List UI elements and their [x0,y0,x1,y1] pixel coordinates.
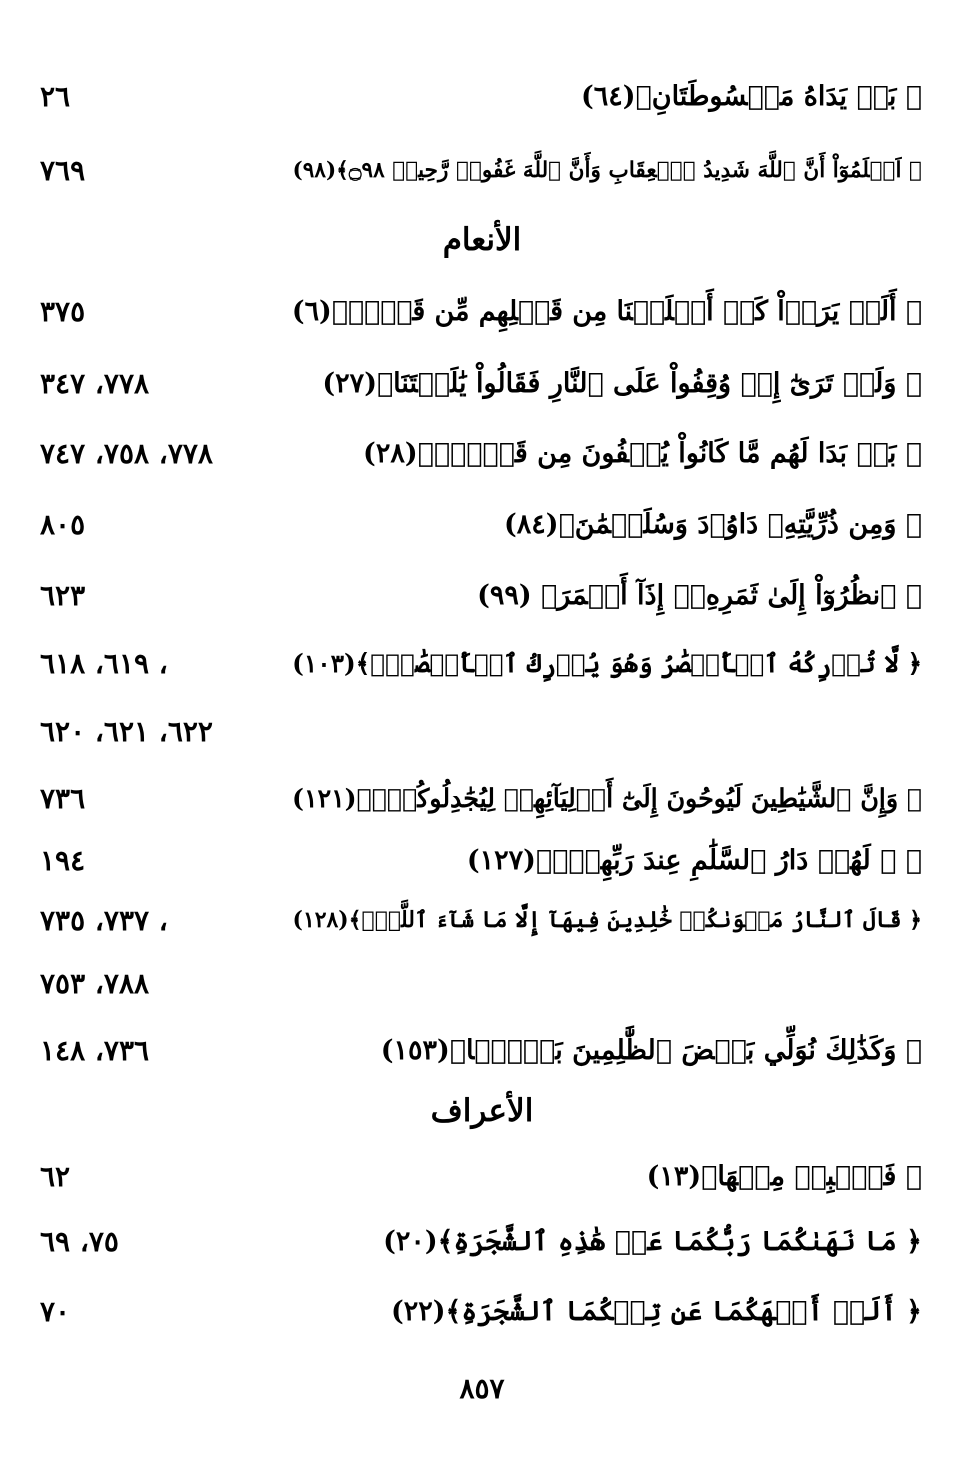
page-references-continuation [40,703,922,759]
verse-text: ﴿ أَلَمۡ يَرَوۡاْ كَمۡ أَهۡلَكۡنَا مِن قَبۡلِهِم مِّن قَرۡنٖ﴾(٦) [291,295,922,327]
page-references: ٧٥، ٦٩ [40,1224,119,1258]
page-references: ١٩٤ [40,843,86,877]
page-references: ٧٠ [40,1294,71,1328]
page-number: ٨٥٧ [459,1372,505,1405]
page-references: ٣٧٥ [40,294,86,328]
verse-text: ﴿ فَٱهۡبِطۡ مِنۡهَا﴾(١٣) [646,1160,922,1192]
verse-text: ﴿ أَلَمۡ أَنۡهَكُمَا عَن تِلۡكُمَا ٱلشَّجَرَةِ﴾(٢٢) [390,1295,922,1327]
page-references: ٧٦٩ [40,153,86,187]
verse-text: ﴿ وَلَوۡ تَرَىٰٓ إِذۡ وُقِفُواْ عَلَى ٱلنَّارِ فَقَالُواْ يَٰلَيۡتَنَا﴾(٢٧) [322,367,922,399]
verse-text: ﴿ وَكَذَٰلِكَ نُوَلِّي بَعۡضَ ٱلظَّٰلِمِينَ بَعۡضَۢا﴾(١٥٣) [380,1034,922,1066]
index-entry [40,892,922,948]
page-references: ٧٧٨، ٣٤٧ [40,366,150,400]
index-entry [40,1022,922,1078]
verse-text: ﴿ ۞ لَهُمۡ دَارُ ٱلسَّلَٰمِ عِندَ رَبِّهِمۡۖ﴾(١٢٧) [466,844,922,876]
page-references: ، ٦١٩، ٦١٨ [40,646,168,680]
page-references: ٧٣٦، ١٤٨ [40,1033,150,1067]
index-entry [40,635,922,691]
surah-heading-anam: الأنعام [442,222,522,258]
index-entry [40,1148,922,1204]
index-entry [40,567,922,623]
page-references: ، ٧٣٧، ٧٣٥ [40,903,168,937]
verse-text: ﴿ قَالَ ٱلنَّارُ مَثۡوَىٰكُمۡ خَٰلِدِينَ فِيهَآ إِلَّا مَا شَآءَ ٱللَّهُۗ﴾(١٢٨) [292,907,922,933]
verse-text: ﴿ لَّا تُدۡرِكُهُ ٱلۡأَبۡصَٰرُ وَهُوَ يُدۡرِكُ ٱلۡأَبۡصَٰرَۖ﴾(١٠٣) [292,648,922,678]
page-references: ٢٦ [40,79,71,113]
index-entry [40,68,922,124]
index-entry [40,832,922,888]
page-references: ٧٧٨، ٧٥٨، ٧٤٧ [40,436,213,470]
page-references: ٧٣٦ [40,781,86,815]
verse-text: ﴿ وَمِن ذُرِّيَّتِهِۦ دَاوُۥدَ وَسُلَيۡمَٰنَ﴾(٨٤) [504,508,922,540]
page-references: ٦٢٣ [40,578,86,612]
index-entry [40,496,922,552]
page-references: ٨٠٥ [40,507,86,541]
verse-text: ﴿ ٱنظُرُوٓاْ إِلَىٰ ثَمَرِهِۦٓ إِذَآ أَثۡمَرَ﴾ (٩٩) [477,579,922,611]
verse-text: ﴿ مَا نَهَىٰكُمَا رَبُّكُمَا عَنۡ هَٰذِهِ ٱلشَّجَرَةِ﴾(٢٠) [383,1225,922,1257]
index-entry [40,142,922,198]
page-references-continuation [40,955,922,1011]
verse-text: ﴿ وَإِنَّ ٱلشَّيَٰطِينَ لَيُوحُونَ إِلَىٰٓ أَوۡلِيَآئِهِمۡ لِيُجَٰدِلُوكُمۡۖ﴾(١٢١) [291,783,922,813]
index-entry [40,425,922,481]
page-references: ٦٢ [40,1159,71,1193]
index-entry [40,770,922,826]
verse-text: ﴿ بَلۡ يَدَاهُ مَبۡسُوطَتَانِ﴾(٦٤) [580,80,922,112]
index-entry [40,355,922,411]
page-references: ٦٢٢، ٦٢١، ٦٢٠ [40,714,213,748]
page-references: ٧٨٨، ٧٥٣ [40,966,150,1000]
index-entry [40,283,922,339]
index-entry [40,1213,922,1269]
index-entry [40,1283,922,1339]
verse-text: ﴿ اَعۡلَمُوٓاْ أَنَّ ٱللَّهَ شَدِيدُ ٱلۡعِقَابِ وَأَنَّ ٱللَّهَ غَفُورٞ رَّحِيمٞ ۝٩٨﴾(٩٨) [292,157,922,183]
surah-heading-araf: الأعراف [430,1093,534,1129]
verse-text: ﴿ بَلۡ بَدَا لَهُم مَّا كَانُواْ يُخۡفُونَ مِن قَبۡلُۖ﴾(٢٨) [363,437,922,469]
